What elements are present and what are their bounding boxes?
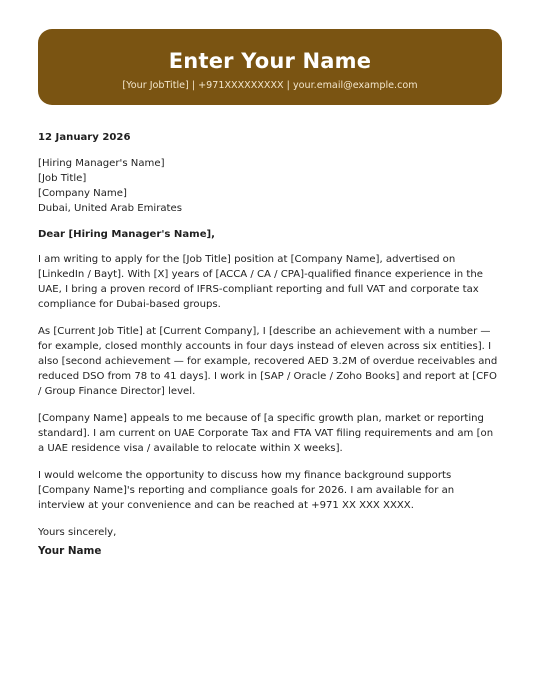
- paragraph-motivation: [Company Name] appeals to me because of [a specific growth plan, market or reporting standard]. I am current on UAE Corporate Tax and FTA VAT filing requirements and am [on a UAE residence visa / available to relocate within X weeks].: [38, 413, 494, 454]
- paragraph-achievements: As [Current Job Title] at [Current Company], I [describe an achievement with a number — for example, closed monthly accounts in four days instead of eleven across six entities]. I also [second achievement — for example, recovered AED 3.2M of overdue receivables and reduced DSO from 78 to 41 days]. I work in [SAP / Oracle / Zoho Books] and report at [CFO / Group Finance Director] level.: [38, 326, 498, 397]
- recipient-name: [Hiring Manager's Name]: [38, 158, 165, 169]
- letter-body: [38, 130, 502, 559]
- complimentary-close: Yours sincerely,: [38, 527, 117, 538]
- header-banner: [38, 29, 502, 105]
- recipient-location: Dubai, United Arab Emirates: [38, 203, 182, 214]
- contact-line: [Your JobTitle] | +971XXXXXXXXX | your.email@example.com: [122, 80, 418, 91]
- salutation: Dear [Hiring Manager's Name],: [38, 229, 215, 240]
- applicant-name: Enter Your Name: [168, 49, 372, 73]
- paragraph-intro: I am writing to apply for the [Job Title] position at [Company Name], advertised on [LinkedIn / Bayt]. With [X] years of [ACCA / CA / CPA]-qualified finance experience in the UAE, I bring a proven record of IFRS-compliant reporting and full VAT and corporate tax compliance for Dubai-based groups.: [38, 254, 483, 310]
- recipient-title: [Job Title]: [38, 173, 87, 184]
- paragraph-closing: I would welcome the opportunity to discuss how my finance background supports [Company Name]'s reporting and compliance goals for 2026. I am available for an interview at your convenience and can be reached at +971 XX XXX XXXX.: [38, 470, 455, 511]
- recipient-company: [Company Name]: [38, 188, 127, 199]
- signature-name: Your Name: [38, 545, 102, 557]
- recipient-block: [38, 156, 502, 216]
- letter-date: 12 January 2026: [38, 132, 131, 143]
